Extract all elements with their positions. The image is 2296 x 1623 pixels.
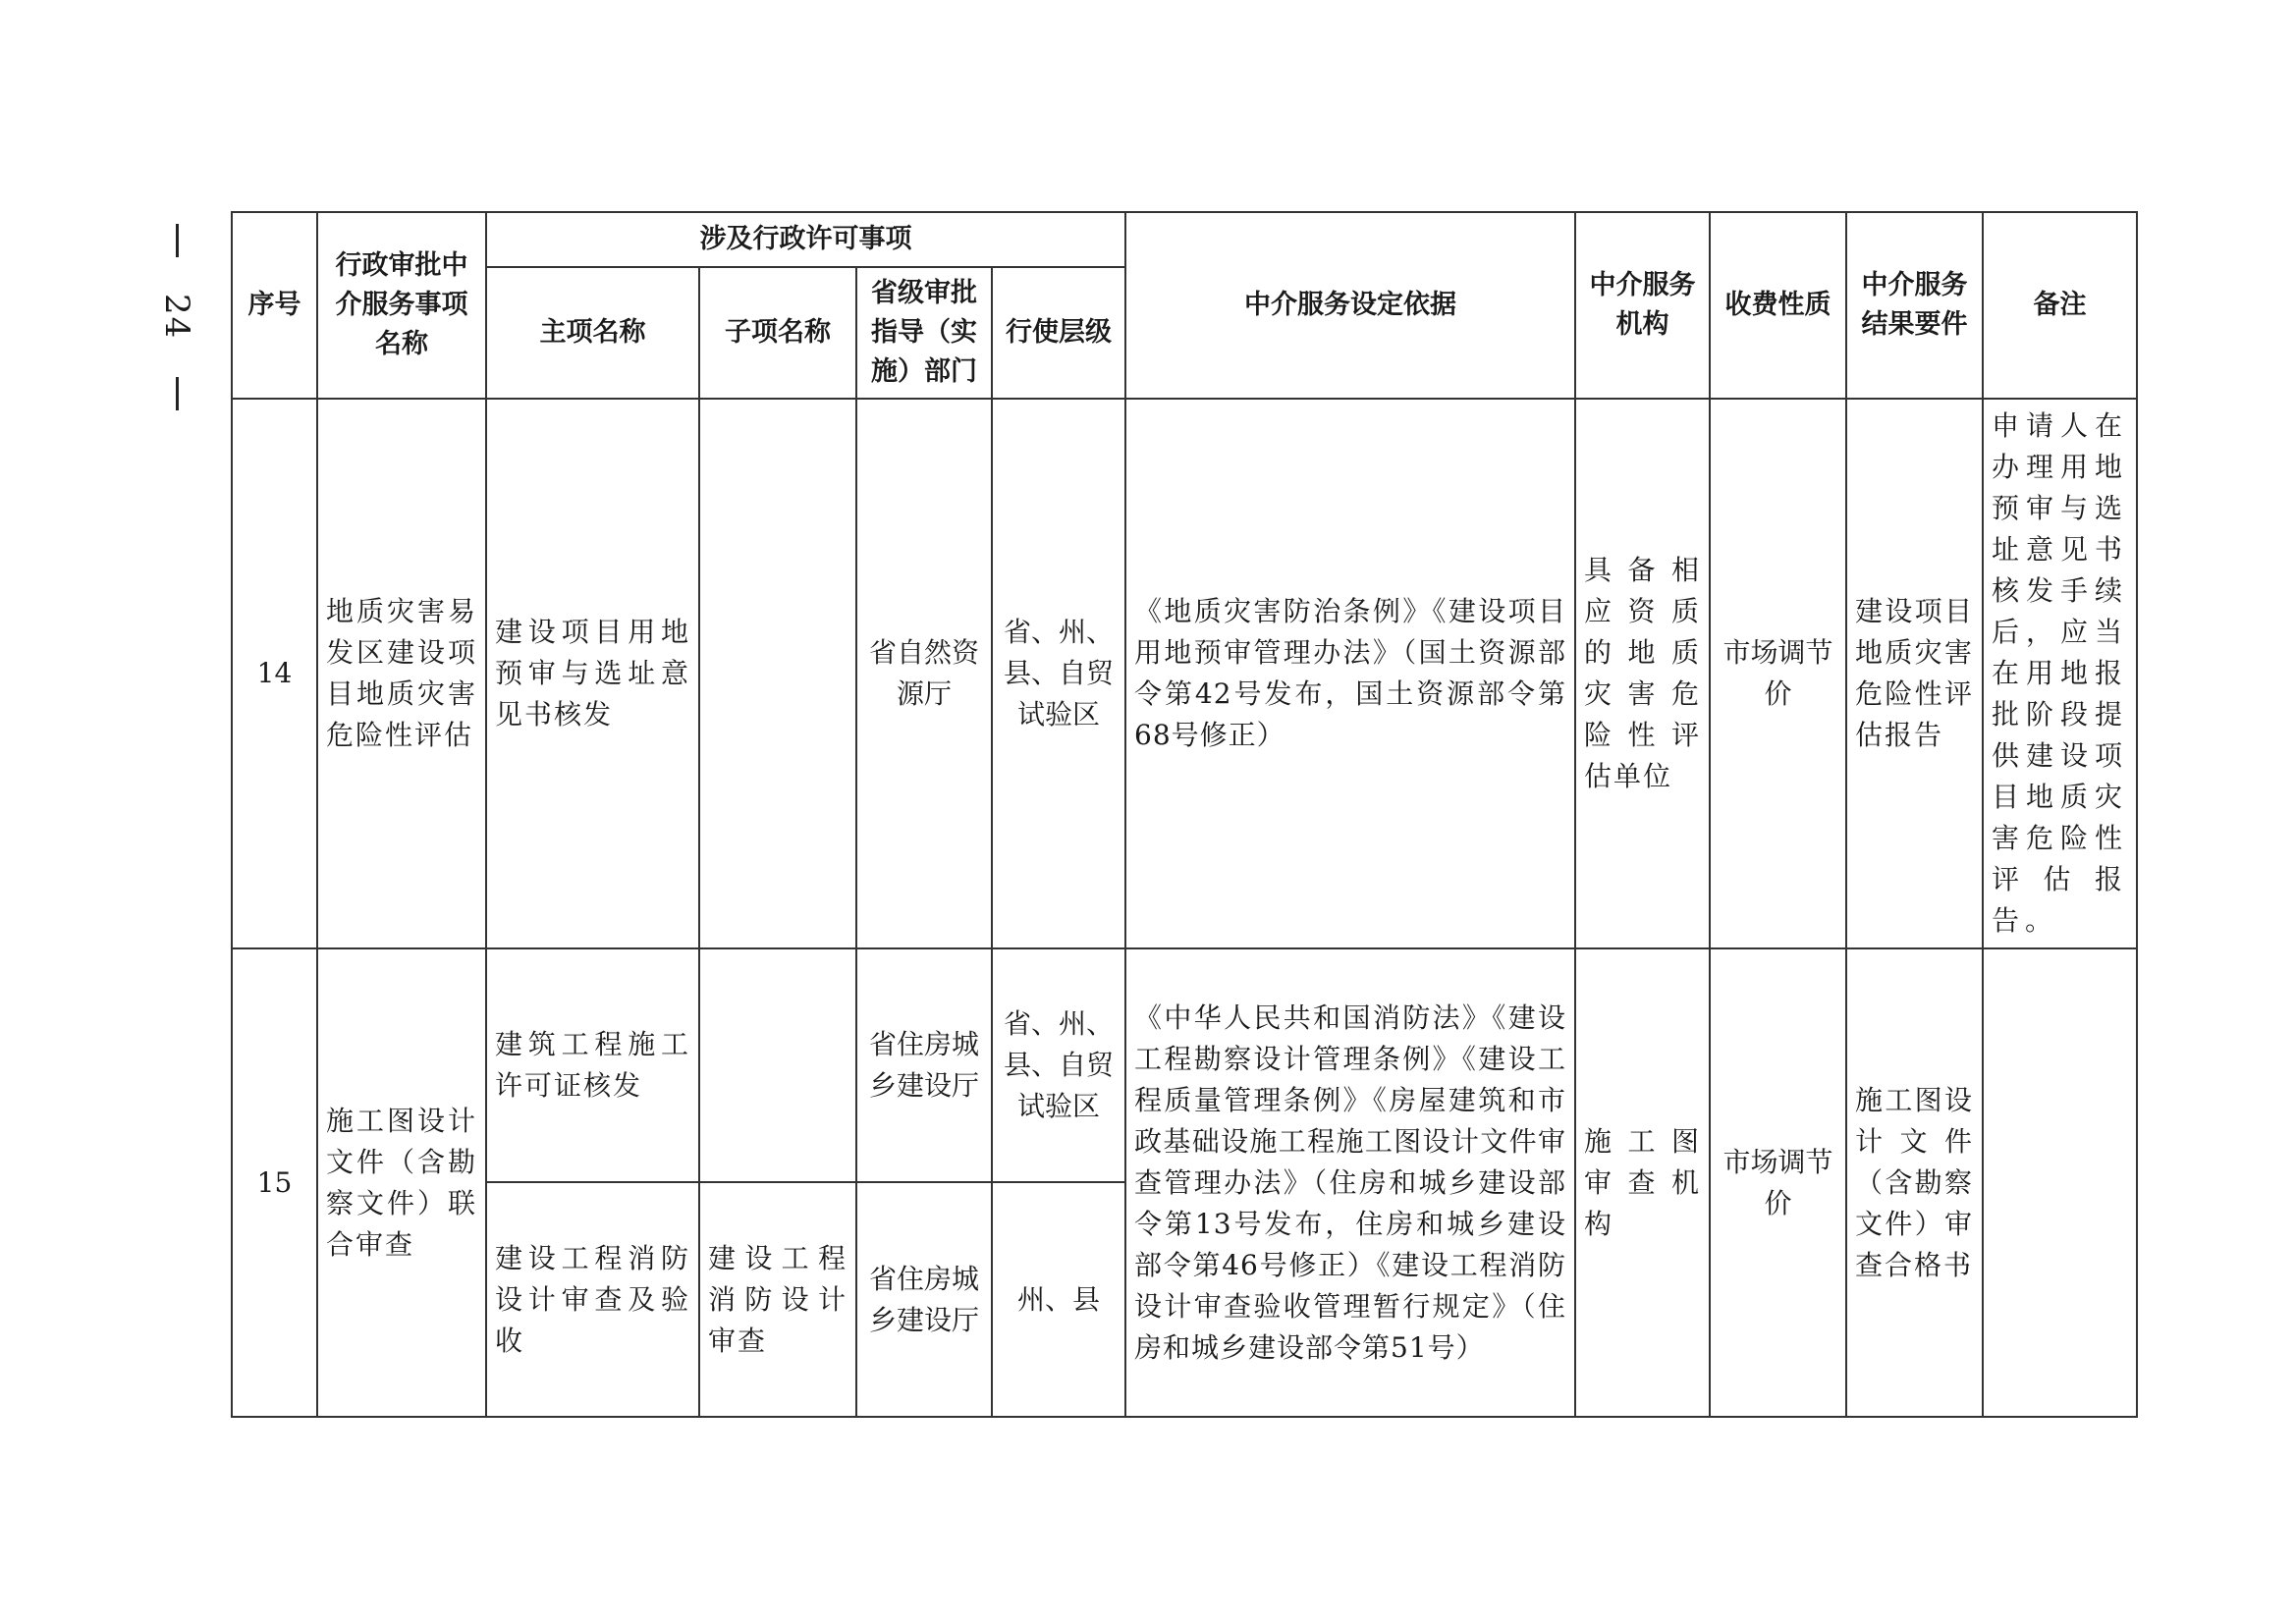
row-sub-item	[699, 948, 856, 1182]
header-main-item: 主项名称	[486, 267, 699, 399]
row-result: 建设项目地质灾害危险性评估报告	[1846, 399, 1983, 948]
row-result: 施工图设计文件（含勘察文件）审查合格书	[1846, 948, 1983, 1417]
header-permit-group: 涉及行政许可事项	[486, 212, 1125, 267]
header-seq: 序号	[232, 212, 317, 399]
row-fee: 市场调节价	[1710, 948, 1846, 1417]
header-result: 中介服务结果要件	[1846, 212, 1983, 399]
row-level: 省、州、县、自贸试验区	[992, 399, 1125, 948]
page-number-dash-top	[176, 224, 179, 257]
row-agency: 施工图审查机构	[1575, 948, 1710, 1417]
table-row	[232, 399, 2137, 948]
header-province-dept: 省级审批指导（实施）部门	[856, 267, 992, 399]
row-province-dept: 省住房城乡建设厅	[856, 1182, 992, 1417]
row-note: 申请人在办理用地预审与选址意见书核发手续后，应当在用地报批阶段提供建设项目地质灾害危险性评估报告。	[1983, 399, 2137, 948]
row-level: 省、州、县、自贸试验区	[992, 948, 1125, 1182]
row-main-item: 建设项目用地预审与选址意见书核发	[486, 399, 699, 948]
row-main-item: 建筑工程施工许可证核发	[486, 948, 699, 1182]
row-service-name: 施工图设计文件（含勘察文件）联合审查	[317, 948, 486, 1417]
header-level: 行使层级	[992, 267, 1125, 399]
header-fee: 收费性质	[1710, 212, 1846, 399]
row-basis: 《地质灾害防治条例》《建设项目用地预审管理办法》（国土资源部令第42号发布，国土资源部令第68号修正）	[1125, 399, 1575, 948]
row-basis: 《中华人民共和国消防法》《建设工程勘察设计管理条例》《建设工程质量管理条例》《房屋建筑和市政基础设施工程施工图设计文件审查管理办法》（住房和城乡建设部令第13号发布，住房和城乡建设部令第46号修正）《建设工程消防设计审查验收管理暂行规定》（住房和城乡建设部令第51号）	[1125, 948, 1575, 1417]
row-service-name: 地质灾害易发区建设项目地质灾害危险性评估	[317, 399, 486, 948]
row-level: 州、县	[992, 1182, 1125, 1417]
page-number-dash-bottom	[176, 377, 179, 410]
row-province-dept: 省住房城乡建设厅	[856, 948, 992, 1182]
page-number-text: 24	[157, 294, 196, 341]
header-note: 备注	[1983, 212, 2137, 399]
table-row	[232, 948, 2137, 1182]
header-service-name: 行政审批中介服务事项名称	[317, 212, 486, 399]
row-main-item: 建设工程消防设计审查及验收	[486, 1182, 699, 1417]
page-number	[147, 224, 206, 410]
row-fee: 市场调节价	[1710, 399, 1846, 948]
header-agency: 中介服务机构	[1575, 212, 1710, 399]
row-sub-item: 建设工程消防设计审查	[699, 1182, 856, 1417]
row-agency: 具备相应资质的地质灾害危险性评估单位	[1575, 399, 1710, 948]
row-province-dept: 省自然资源厅	[856, 399, 992, 948]
intermediary-services-table	[231, 211, 2138, 1418]
row-sub-item	[699, 399, 856, 948]
row-note	[1983, 948, 2137, 1417]
header-sub-item: 子项名称	[699, 267, 856, 399]
header-basis: 中介服务设定依据	[1125, 212, 1575, 399]
row-seq: 15	[232, 948, 317, 1417]
row-seq: 14	[232, 399, 317, 948]
